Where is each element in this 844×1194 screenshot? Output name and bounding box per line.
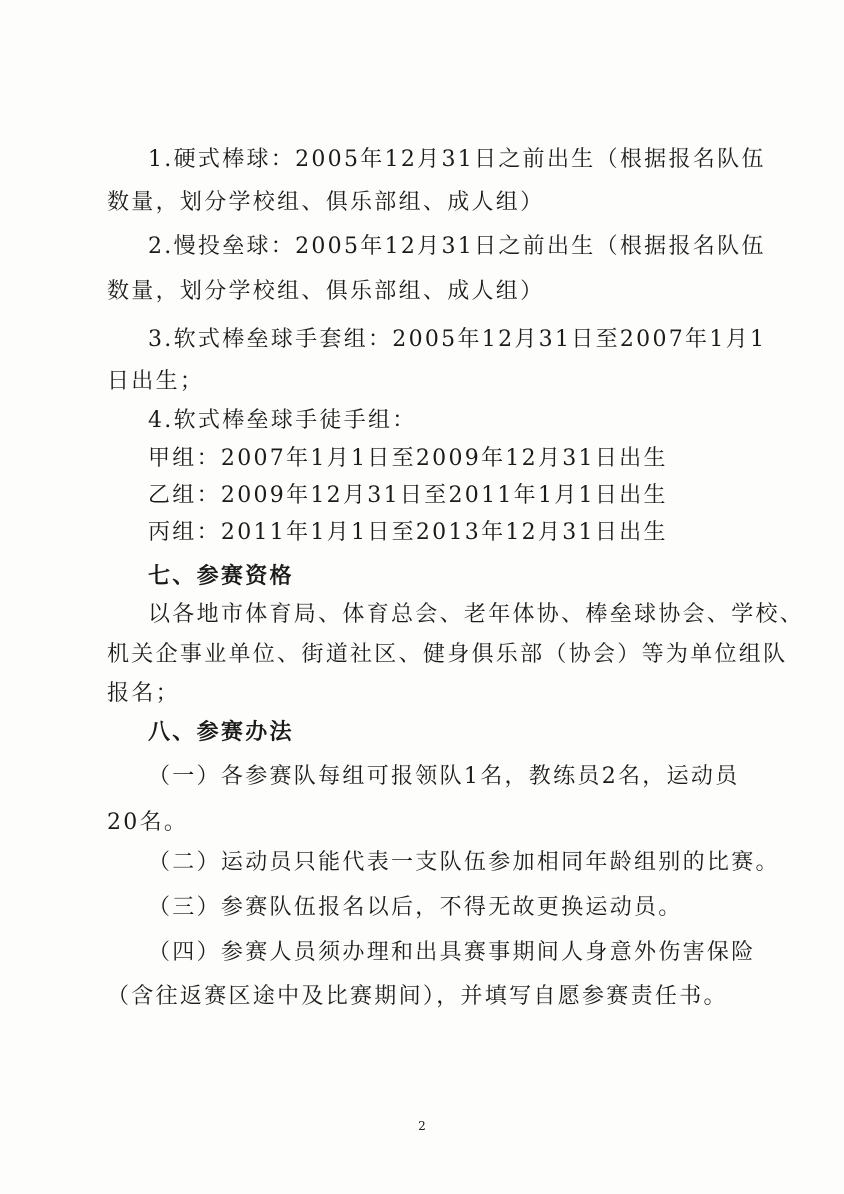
section-heading-qualification: 七、参赛资格 [148, 563, 294, 589]
qualification-para-line1: 以各地市体育局、体育总会、老年体协、棒垒球协会、学校、 [148, 602, 805, 627]
method-item4-line2: （含往返赛区途中及比赛期间），并填写自愿参赛责任书。 [107, 984, 728, 1009]
rule-glove-line2: 日出生； [107, 369, 205, 394]
rule-barehand-heading: 4.软式棒垒球手徒手组： [148, 408, 417, 433]
page-number: 2 [418, 1119, 426, 1133]
section-heading-method: 八、参赛办法 [148, 719, 294, 745]
rule-hardball-line2: 数量，划分学校组、俱乐部组、成人组） [107, 190, 545, 215]
qualification-para-line3: 报名； [107, 681, 180, 706]
method-item1-line1: （一）各参赛队每组可报领队1名，教练员2名，运动员 [148, 764, 740, 789]
group-c-line: 丙组：2011年1月1日至2013年12月31日出生 [148, 520, 668, 545]
rule-hardball-line1: 1.硬式棒球：2005年12月31日之前出生（根据报名队伍 [148, 147, 766, 172]
group-b-line: 乙组：2009年12月31日至2011年1月1日出生 [148, 483, 668, 508]
rule-slowpitch-line2: 数量，划分学校组、俱乐部组、成人组） [107, 279, 545, 304]
method-item1-line2: 20名。 [107, 810, 189, 835]
rule-glove-line1: 3.软式棒垒球手套组：2005年12月31日至2007年1月1 [148, 327, 767, 352]
group-a-line: 甲组：2007年1月1日至2009年12月31日出生 [148, 446, 668, 471]
method-item4-line1: （四）参赛人员须办理和出具赛事期间人身意外伤害保险 [148, 940, 756, 965]
method-item2-line: （二）运动员只能代表一支队伍参加相同年龄组别的比赛。 [148, 850, 780, 875]
rule-slowpitch-line1: 2.慢投垒球：2005年12月31日之前出生（根据报名队伍 [148, 234, 766, 259]
method-item3-line: （三）参赛队伍报名以后，不得无故更换运动员。 [148, 895, 683, 920]
qualification-para-line2: 机关企事业单位、街道社区、健身俱乐部（协会）等为单位组队 [107, 642, 788, 667]
